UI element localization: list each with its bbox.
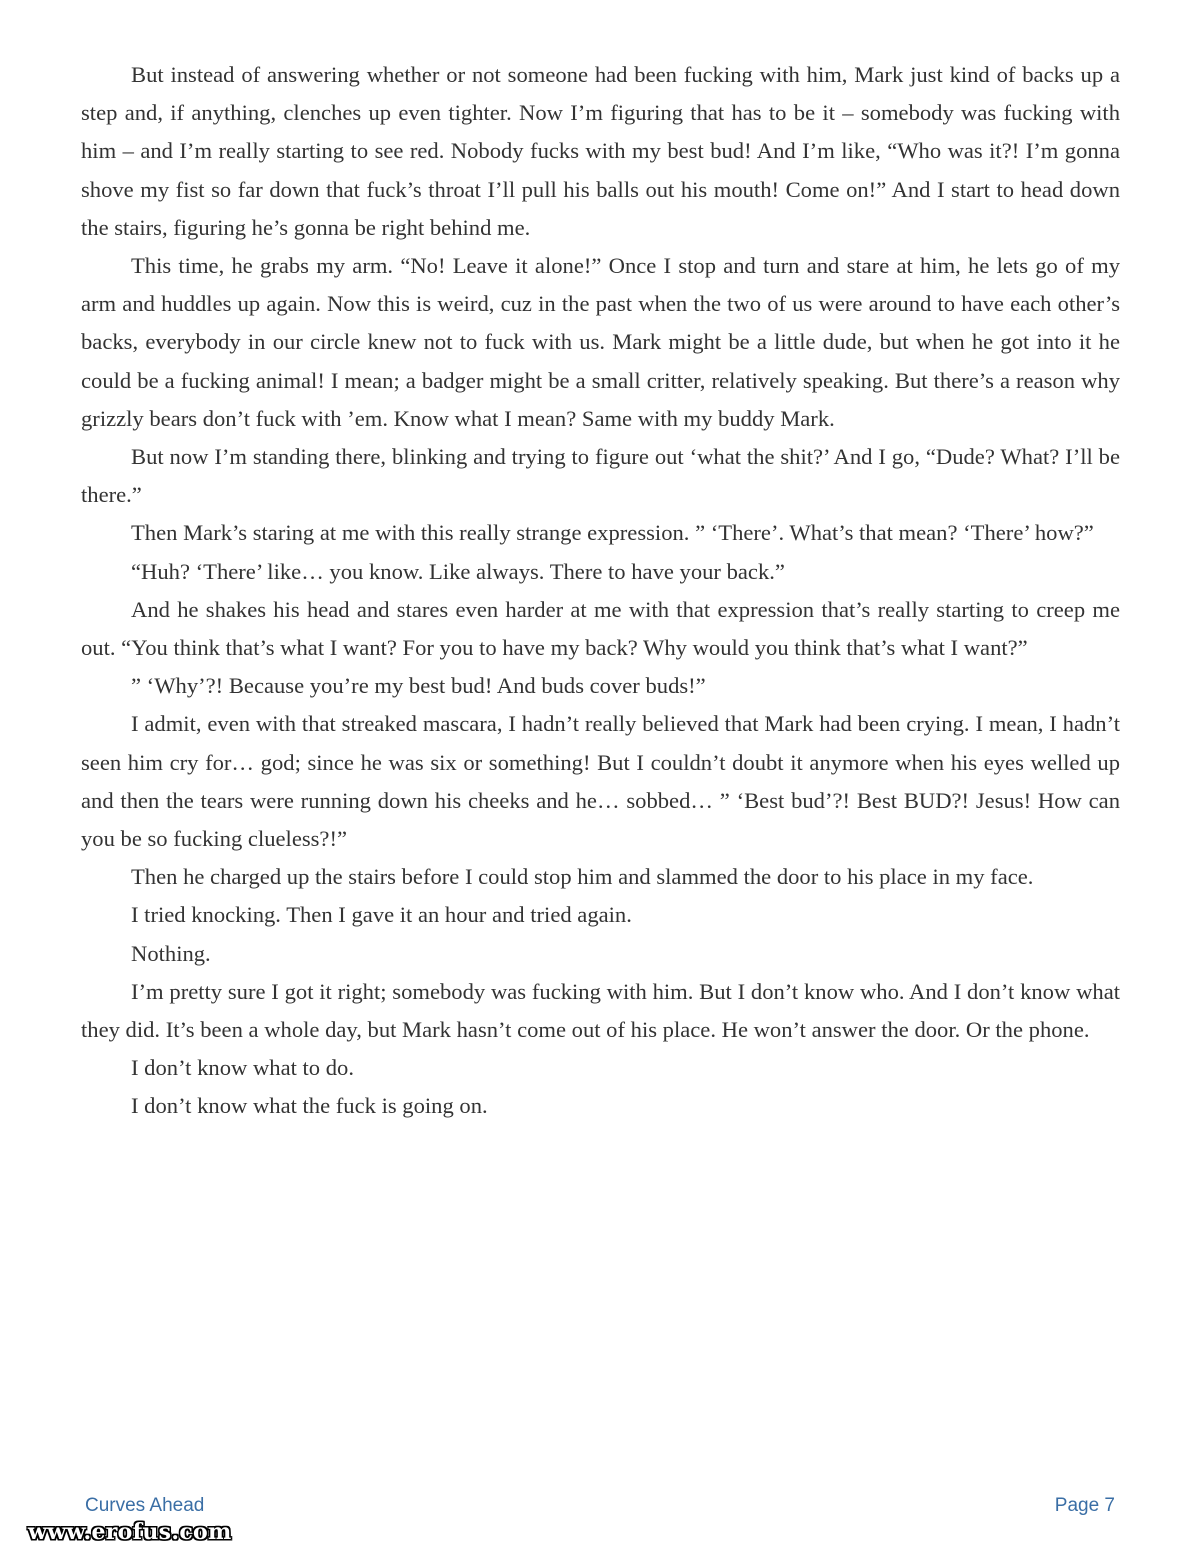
paragraph: Nothing. [131,940,211,966]
paragraph: I don’t know what the fuck is going on. [131,1093,488,1119]
paragraph: This time, he grabs my arm. “No! Leave it alone!” Once I stop and turn and stare at him, he lets go of my arm and huddles up again. Now this is weird, cuz in the past when the two of us were around to have each other’s backs, everybody in our circle knew not to fuck with us. Mark might be a little dude, but when he got into it he could be a fucking animal! I mean; a badger might be a small critter, relatively speaking. But there’s a reason why grizzly bears don’t fuck with ’em. Know what I mean? Same with my buddy Mark. [81,253,1120,431]
paragraph: I don’t know what to do. [131,1055,354,1081]
paragraph: Then he charged up the stairs before I could stop him and slammed the door to his place in my face. [131,864,1034,890]
paragraph: ” ‘Why’?! Because you’re my best bud! And buds cover buds!” [131,673,706,699]
body-text [81,56,1120,1126]
paragraph: But now I’m standing there, blinking and trying to figure out ‘what the shit?’ And I go, “Dude? What? I’ll be there.” [81,444,1120,508]
paragraph: “Huh? ‘There’ like… you know. Like always. There to have your back.” [131,558,785,584]
paragraph: And he shakes his head and stares even harder at me with that expression that’s really starting to creep me out. “You think that’s what I want? For you to have my back? Why would you think that’s what I want?” [81,596,1120,661]
footer-title: Curves Ahead [85,1495,205,1516]
paragraph: I’m pretty sure I got it right; somebody was fucking with him. But I don’t know who. And I don’t know what they did. It’s been a whole day, but Mark hasn’t come out of his place. He won’t answer the door. Or the phone. [81,978,1120,1043]
paragraph: But instead of answering whether or not someone had been fucking with him, Mark just kind of backs up a step and, if anything, clenches up even tighter. Now I’m figuring that has to be it – somebody was fucking with him – and I’m really starting to see red. Nobody fucks with my best bud! And I’m like, “Who was it?! I’m gonna shove my fist so far down that fuck’s throat I’ll pull his balls out his mouth! Come on!” And I start to head down the stairs, figuring he’s gonna be right behind me. [81,62,1120,240]
paragraph: Then Mark’s staring at me with this really strange expression. ” ‘There’. What’s that mean? ‘There’ how?” [131,520,1094,546]
paragraph: I admit, even with that streaked mascara, I hadn’t really believed that Mark had been crying. I mean, I hadn’t seen him cry for… god; since he was six or something! But I couldn’t doubt it anymore when his eyes welled up and then the tears were running down his cheeks and he… sobbed… ” ‘Best bud’?! Best BUD?! Jesus! How can you be so fucking clueless?!” [81,711,1120,852]
paragraph: I tried knocking. Then I gave it an hour and tried again. [131,902,632,928]
watermark: www.erofus.com [28,1519,232,1545]
footer-page-number: Page 7 [1054,1495,1115,1516]
